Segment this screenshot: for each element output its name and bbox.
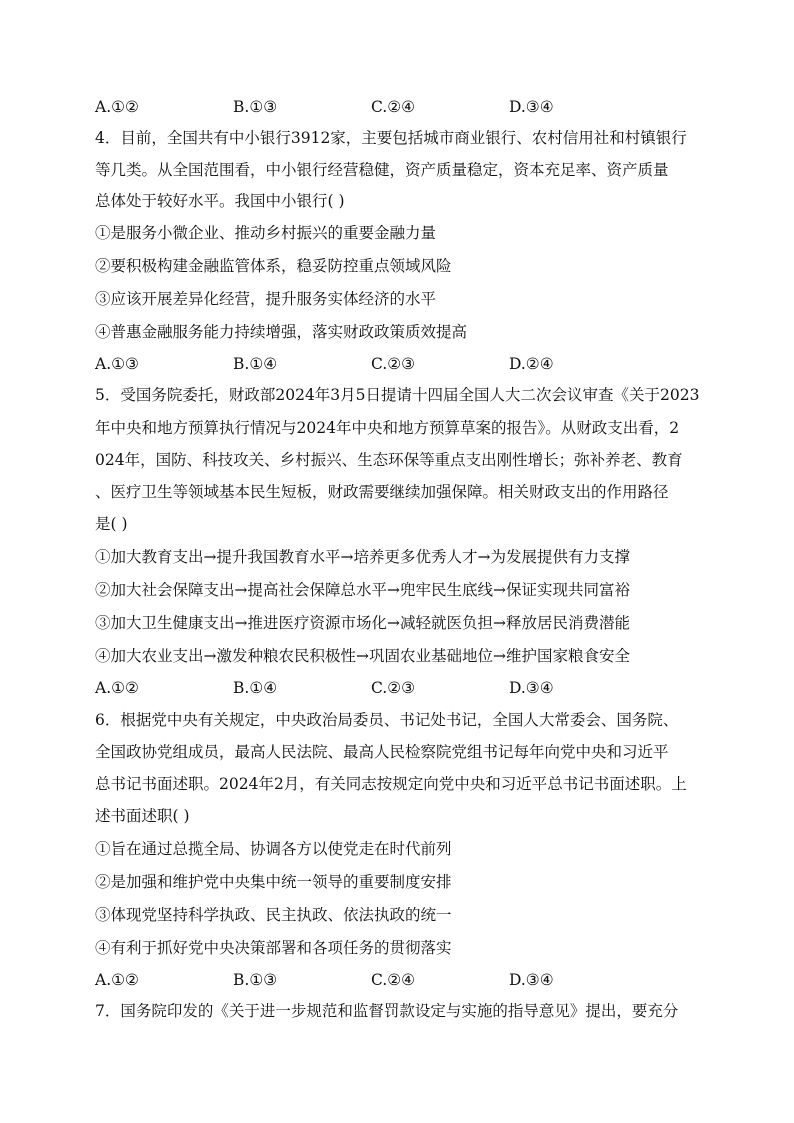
q6-option-a: A.①② <box>95 971 139 989</box>
q4-stem-line-2: 等几类。从全国范围看，中小银行经营稳健，资产质量稳定，资本充足率、资产质量 <box>95 161 669 179</box>
q6-stem-line-4: 述书面述职( ) <box>95 807 190 825</box>
q5-option-c: C.②③ <box>371 679 416 697</box>
q5-stem-line-3: 024年，国防、科技攻关、乡村振兴、生态环保等重点支出刚性增长；弥补养老、教育 <box>95 451 683 469</box>
q5-item-4: ④加大农业支出→激发种粮农民积极性→巩固农业基础地位→维护国家粮食安全 <box>95 647 630 665</box>
q4-option-b: B.①④ <box>233 355 278 373</box>
q3-option-b: B.①③ <box>233 98 278 116</box>
q4-item-4: ④普惠金融服务能力持续增强，落实财政政策质效提高 <box>95 323 468 341</box>
q6-option-c: C.②④ <box>371 971 416 989</box>
q3-options <box>95 97 700 117</box>
q3-option-c: C.②④ <box>371 98 416 116</box>
q6-item-3: ③体现党坚持科学执政、民主执政、依法执政的统一 <box>95 906 452 924</box>
q6-stem-line-3: 总书记书面述职。2024年2月，有关同志按规定向党中央和习近平总书记书面述职。上 <box>95 775 687 793</box>
q4-item-3: ③应该开展差异化经营，提升服务实体经济的水平 <box>95 290 437 308</box>
q4-option-a: A.①③ <box>95 355 139 373</box>
q5-option-d: D.③④ <box>509 679 554 697</box>
q6-options <box>95 970 700 990</box>
q4-stem-line-1: 4．目前，全国共有中小银行3912家，主要包括城市商业银行、农村信用社和村镇银行 <box>95 129 687 147</box>
q5-options <box>95 678 700 698</box>
q5-option-a: A.①② <box>95 679 139 697</box>
q6-item-1: ①旨在通过总揽全局、协调各方以使党走在时代前列 <box>95 840 452 858</box>
q6-stem-line-2: 全国政协党组成员，最高人民法院、最高人民检察院党组书记每年向党中央和习近平 <box>95 743 669 761</box>
q4-item-1: ①是服务小微企业、推动乡村振兴的重要金融力量 <box>95 224 437 242</box>
q5-stem-line-4: 、医疗卫生等领域基本民生短板，财政需要继续加强保障。相关财政支出的作用路径 <box>95 483 669 501</box>
q6-stem-line-1: 6．根据党中央有关规定，中央政治局委员、书记处书记，全国人大常委会、国务院、 <box>95 711 679 729</box>
q5-item-1: ①加大教育支出→提升我国教育水平→培养更多优秀人才→为发展提供有力支撑 <box>95 548 630 566</box>
q5-option-b: B.①④ <box>233 679 278 697</box>
q5-stem-line-1: 5．受国务院委托，财政部2024年3月5日提请十四届全国人大二次会议审查《关于2023 <box>95 386 700 404</box>
q6-item-2: ②是加强和维护党中央集中统一领导的重要制度安排 <box>95 873 452 891</box>
q5-item-2: ②加大社会保障支出→提高社会保障总水平→兜牢民生底线→保证实现共同富裕 <box>95 581 630 599</box>
q6-option-d: D.③④ <box>509 971 554 989</box>
q4-options <box>95 354 700 374</box>
q5-item-3: ③加大卫生健康支出→推进医疗资源市场化→减轻就医负担→释放居民消费潜能 <box>95 614 630 632</box>
q6-item-4: ④有利于抓好党中央决策部署和各项任务的贯彻落实 <box>95 939 452 957</box>
q5-stem-line-5: 是( ) <box>95 515 128 533</box>
q4-option-d: D.②④ <box>509 355 554 373</box>
q4-option-c: C.②③ <box>371 355 416 373</box>
q5-stem-line-2: 年中央和地方预算执行情况与2024年中央和地方预算草案的报告》。从财政支出看，2 <box>95 419 680 437</box>
q4-stem-line-3: 总体处于较好水平。我国中小银行( ) <box>95 192 345 210</box>
q6-option-b: B.①③ <box>233 971 278 989</box>
q7-stem-line-1: 7．国务院印发的《关于进一步规范和监督罚款设定与实施的指导意见》提出，要充分 <box>95 1002 679 1020</box>
q3-option-d: D.③④ <box>509 98 554 116</box>
q4-item-2: ②要积极构建金融监管体系，稳妥防控重点领域风险 <box>95 257 452 275</box>
q3-option-a: A.①② <box>95 98 139 116</box>
